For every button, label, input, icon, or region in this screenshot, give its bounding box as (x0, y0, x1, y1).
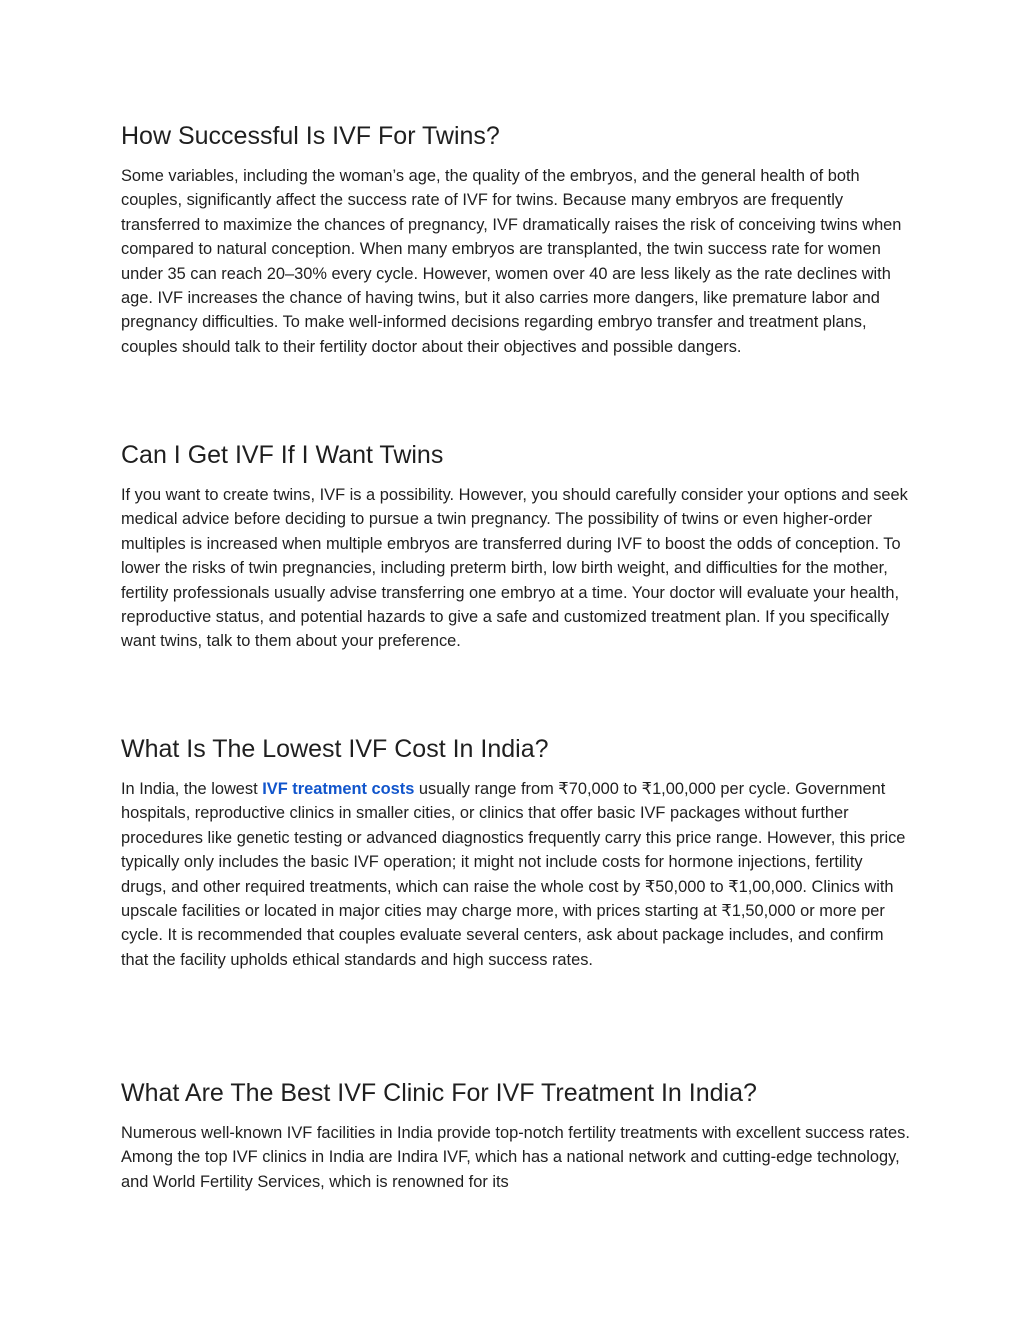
section-heading: How Successful Is IVF For Twins? (121, 122, 500, 150)
body-text-after-link: usually range from ₹70,000 to ₹1,00,000 per cycle. Government hospitals, reproductive clinics in smaller cities, or clinics that offer basic IVF packages without further procedures like genetic testing or advanced diagnostics frequently carry this price range. However, this price typically only includes the basic IVF operation; it might not include costs for hormone injections, fertility drugs, and other required treatments, which can raise the whole cost by ₹50,000 to ₹1,00,000. Clinics with upscale facilities or located in major cities may charge more, with prices starting at ₹1,50,000 or more per cycle. It is recommended that couples evaluate several centers, ask about package includes, and confirm that the facility upholds ethical standards and high success rates. (121, 780, 906, 969)
section-ivf-for-twins (121, 439, 911, 654)
section-heading: Can I Get IVF If I Want Twins (121, 441, 444, 469)
section-body: If you want to create twins, IVF is a possibility. However, you should carefully consider your options and seek medical advice before deciding to pursue a twin pregnancy. The possibility of twins or even higher-order multiples is increased when multiple embryos are transferred during IVF to boost the odds of conception. To lower the risks of twin pregnancies, including preterm birth, low birth weight, and difficulties for the mother, fertility professionals usually advise transferring one embryo at a time. Your doctor will evaluate your health, reproductive status, and potential hazards to give a safe and customized treatment plan. If you specifically want twins, talk to them about your preference. (121, 486, 908, 651)
section-body: Some variables, including the woman’s age, the quality of the embryos, and the general health of both couples, significantly affect the success rate of IVF for twins. Because many embryos are frequently transferred to maximize the chances of pregnancy, IVF dramatically raises the risk of conceiving twins when compared to natural conception. When many embryos are transplanted, the twin success rate for women under 35 can reach 20–30% every cycle. However, women over 40 are less likely as the rate declines with age. IVF increases the chance of having twins, but it also carries more dangers, like premature labor and pregnancy difficulties. To make well-informed decisions regarding embryo transfer and treatment plans, couples should talk to their fertility doctor about their objectives and possible dangers. (121, 167, 902, 356)
section-heading: What Are The Best IVF Clinic For IVF Treatment In India? (121, 1079, 757, 1107)
section-ivf-twins-success (121, 120, 911, 359)
section-best-ivf-clinic (121, 1077, 911, 1194)
section-heading: What Is The Lowest IVF Cost In India? (121, 735, 549, 763)
body-text-before-link: In India, the lowest (121, 780, 263, 798)
ivf-treatment-costs-link[interactable]: IVF treatment costs (262, 780, 415, 798)
section-body: Numerous well-known IVF facilities in India provide top-notch fertility treatments with excellent success rates. Among the top IVF clinics in India are Indira IVF, which has a national network and cutting-edge technology, and World Fertility Services, which is renowned for its (121, 1124, 910, 1191)
section-lowest-ivf-cost (121, 733, 911, 972)
section-body (121, 777, 911, 972)
